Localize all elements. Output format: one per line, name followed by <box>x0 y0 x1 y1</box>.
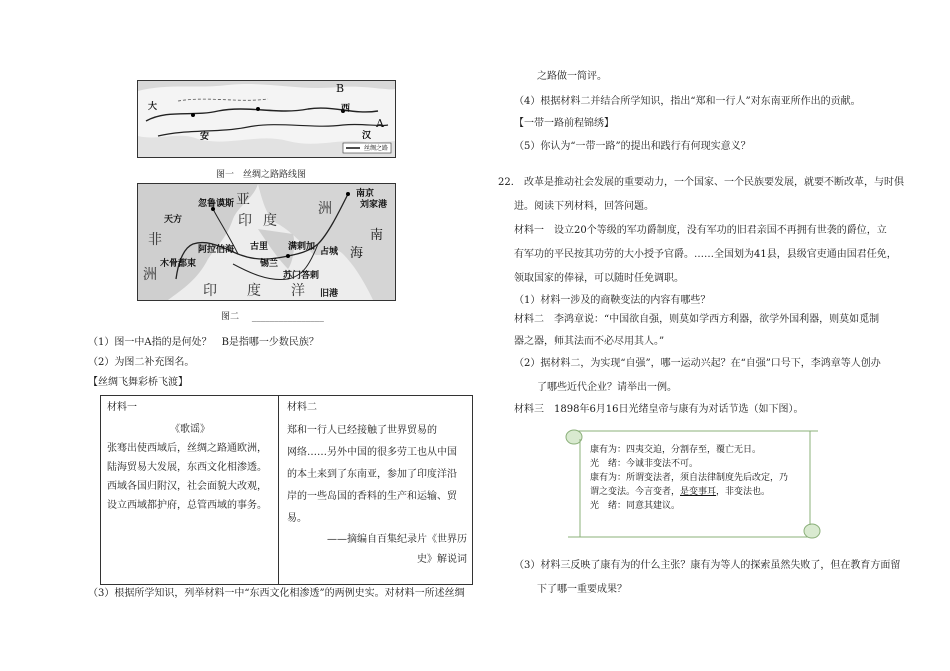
material-1-line-1: 张骞出使西域后，丝绸之路通欧洲， <box>107 443 267 454</box>
material-2-label: 材料二 <box>287 402 317 413</box>
material-1-line-3: 西域各国归附汉，社会面貌大改观， <box>107 481 267 492</box>
map2-label-zhou2: 洲 <box>143 267 165 283</box>
material-one-line-1: 材料一 设立20个等级的军功爵制度，没有军功的旧君亲国不再拥有世袭的爵位，立 <box>514 225 887 236</box>
map1-label-han: 汉 <box>362 131 372 141</box>
question-1: （1）图一中A指的是何处？ B是指哪一少数民族？ <box>88 337 319 348</box>
sub-question-2-line-1: （2）据材料二，为实现“自强”，哪一运动兴起？在“自强”口号下，李鸿章等人创办 <box>514 358 881 369</box>
material-1-label: 材料一 <box>107 402 137 413</box>
map2-caption-blank: ________________ <box>251 312 324 322</box>
material-1-line-2: 陆海贸易大发展，东西文化相渗透。 <box>107 462 267 473</box>
map1-label-da: 大 <box>148 102 158 112</box>
map2-label-ocean: 印 度 洋 <box>203 283 313 299</box>
map2-label-zhanglang: 占城 <box>320 247 339 257</box>
question-22-intro-1: 改革是推动社会发展的重要动力，一个国家、一个民族要发展，就要不断改革，与时俱 <box>524 177 904 188</box>
silk-road-map-drawing <box>138 81 395 157</box>
map2-label-zhou: 洲 <box>318 201 340 217</box>
silk-road-map <box>137 80 396 158</box>
sub-question-3-line-1: （3）材料三反映了康有为的什么主张？康有为等人的探索虽然失败了，但在教育方面留 <box>514 560 901 571</box>
dialog-text-4-post: ，非变法也。 <box>716 487 771 497</box>
dialog-scroll <box>560 425 830 545</box>
sub-question-3-line-2: 下了哪一重要成果？ <box>537 584 627 595</box>
materials-table <box>100 395 473 585</box>
material-2-line-3: 的本土来到了东南亚，参加了印度洋沿 <box>287 469 457 480</box>
dialog-speaker-5: 光 绪： <box>590 501 627 511</box>
material-1-title: 《歌谣》 <box>170 424 210 435</box>
material-1-line-4: 设立西域都护府，总管西域的事务。 <box>107 500 267 511</box>
dialog-line-4 <box>590 485 788 499</box>
map2-label-sumen: 苏门答剌 <box>283 271 320 281</box>
map2-caption <box>221 310 324 324</box>
map2-label-yin: 印 <box>238 213 260 229</box>
material-two-line-1: 材料二 李鸿章说：“中国欲自强，则莫如学西方利器，欲学外国利器，则莫如觅制 <box>514 314 880 325</box>
material-1-cell <box>107 400 273 515</box>
dialog-line-3 <box>590 471 788 485</box>
material-two-line-2: 器之器，师其法而不必尽用其人。” <box>514 336 665 347</box>
question-22-intro-2: 进。阅读下列材料，回答问题。 <box>514 201 654 212</box>
material-one-line-2: 有军功的平民按其功劳的大小授予官爵。……全国划为41县，县级官吏通由国君任免， <box>514 249 897 260</box>
question-3-continued: 之路做一简评。 <box>537 71 607 82</box>
material-2-line-4: 岸的一些岛国的香料的生产和运输、贸 <box>287 491 457 502</box>
dialog-text-5: 同意其建议。 <box>626 501 681 511</box>
map1-label-b: B <box>336 82 345 95</box>
dialog-speaker-1: 康有为： <box>590 445 627 455</box>
map1-label-an: 安 <box>200 132 210 142</box>
map2-label-nan: 南 <box>370 228 384 243</box>
dialog-text-4-underlined: 是变事耳 <box>680 487 717 497</box>
section-silk-road: 【丝绸飞舞彩桥飞渡】 <box>88 377 188 388</box>
dialog-text-2: 今诚非变法不可。 <box>626 459 699 469</box>
map2-label-tianfang: 天方 <box>164 215 183 225</box>
dialog-text-1: 四夷交迫，分割存至，覆亡无日。 <box>626 445 762 455</box>
map2-caption-label: 图二 <box>221 312 240 322</box>
dialog-line-2 <box>590 457 788 471</box>
map2-label-manla: 满剌加 <box>288 242 316 252</box>
question-2: （2）为图二补充图名。 <box>88 357 195 368</box>
material-2-line-2: 网络……另外中国的很多劳工也从中国 <box>287 447 457 458</box>
material-2-cell <box>287 400 467 570</box>
question-5: （5）你认为“一带一路”的提出和践行有何现实意义？ <box>514 141 751 152</box>
material-three: 材料三 1898年6月16日光绪皇帝与康有为对话节选（如下图）。 <box>514 404 804 415</box>
map1-label-xi: 西 <box>341 104 351 114</box>
question-3: （3）根据所学知识，列举材料一中“东西文化相渗透”的两例史实。对材料一所述丝绸 <box>88 588 465 599</box>
dialog-text-4-pre: 谓之变法。今言变者， <box>590 487 681 497</box>
dialog-text-3: 所谓变法者，须自法律制度先后改定，乃 <box>626 473 789 483</box>
question-22-number: 22． <box>498 177 521 188</box>
map2-label-nanjing: 南京 <box>356 189 375 199</box>
dialog-speaker-3: 康有为： <box>590 473 627 483</box>
table-divider <box>278 396 279 584</box>
map2-label-du: 度 <box>263 213 285 229</box>
material-one-line-3: 领取国家的俸禄，可以随时任免调职。 <box>514 273 684 284</box>
material-2-source-2: 史》解说词 <box>417 554 467 565</box>
map2-label-fei: 非 <box>148 232 170 248</box>
sub-question-2-line-2: 了哪些近代企业？请举出一例。 <box>537 382 677 393</box>
dialog-line-1 <box>590 443 788 457</box>
sub-question-1: （1）材料一涉及的商鞅变法的内容有哪些？ <box>514 295 711 306</box>
material-2-line-5: 易。 <box>287 513 307 524</box>
map1-legend: 丝绸之路 <box>364 145 389 152</box>
section-belt-road: 【一带一路前程锦绣】 <box>514 118 614 129</box>
map2-label-hai: 海 <box>350 246 364 261</box>
map1-caption: 图一 丝绸之路路线图 <box>216 170 307 180</box>
map2-label-liujiagang: 刘家港 <box>360 200 388 210</box>
dialog-line-5 <box>590 499 788 513</box>
question-4: （4）根据材料二并结合所学知识，指出“郑和一行人”对东南亚所作出的贡献。 <box>514 96 861 107</box>
map2-label-xilan: 锡兰 <box>260 259 279 269</box>
map1-label-a: A <box>376 117 384 130</box>
map2-label-guli: 古里 <box>250 242 269 252</box>
dialog-content <box>590 443 788 513</box>
map2-label-mogadishu: 木骨都束 <box>160 259 197 269</box>
map2-label-hu: 忽鲁谟斯 <box>198 199 235 209</box>
zheng-he-map <box>137 183 396 301</box>
map2-label-ya: 亚 <box>236 192 258 208</box>
map2-label-alabo: 阿拉伯海 <box>198 245 235 255</box>
material-2-source-1: ——摘编自百集纪录片《世界历 <box>327 534 467 545</box>
dialog-speaker-2: 光 绪： <box>590 459 627 469</box>
map2-label-jiujiang: 旧港 <box>320 289 339 299</box>
material-2-line-1: 郑和一行人已经接触了世界贸易的 <box>287 425 437 436</box>
